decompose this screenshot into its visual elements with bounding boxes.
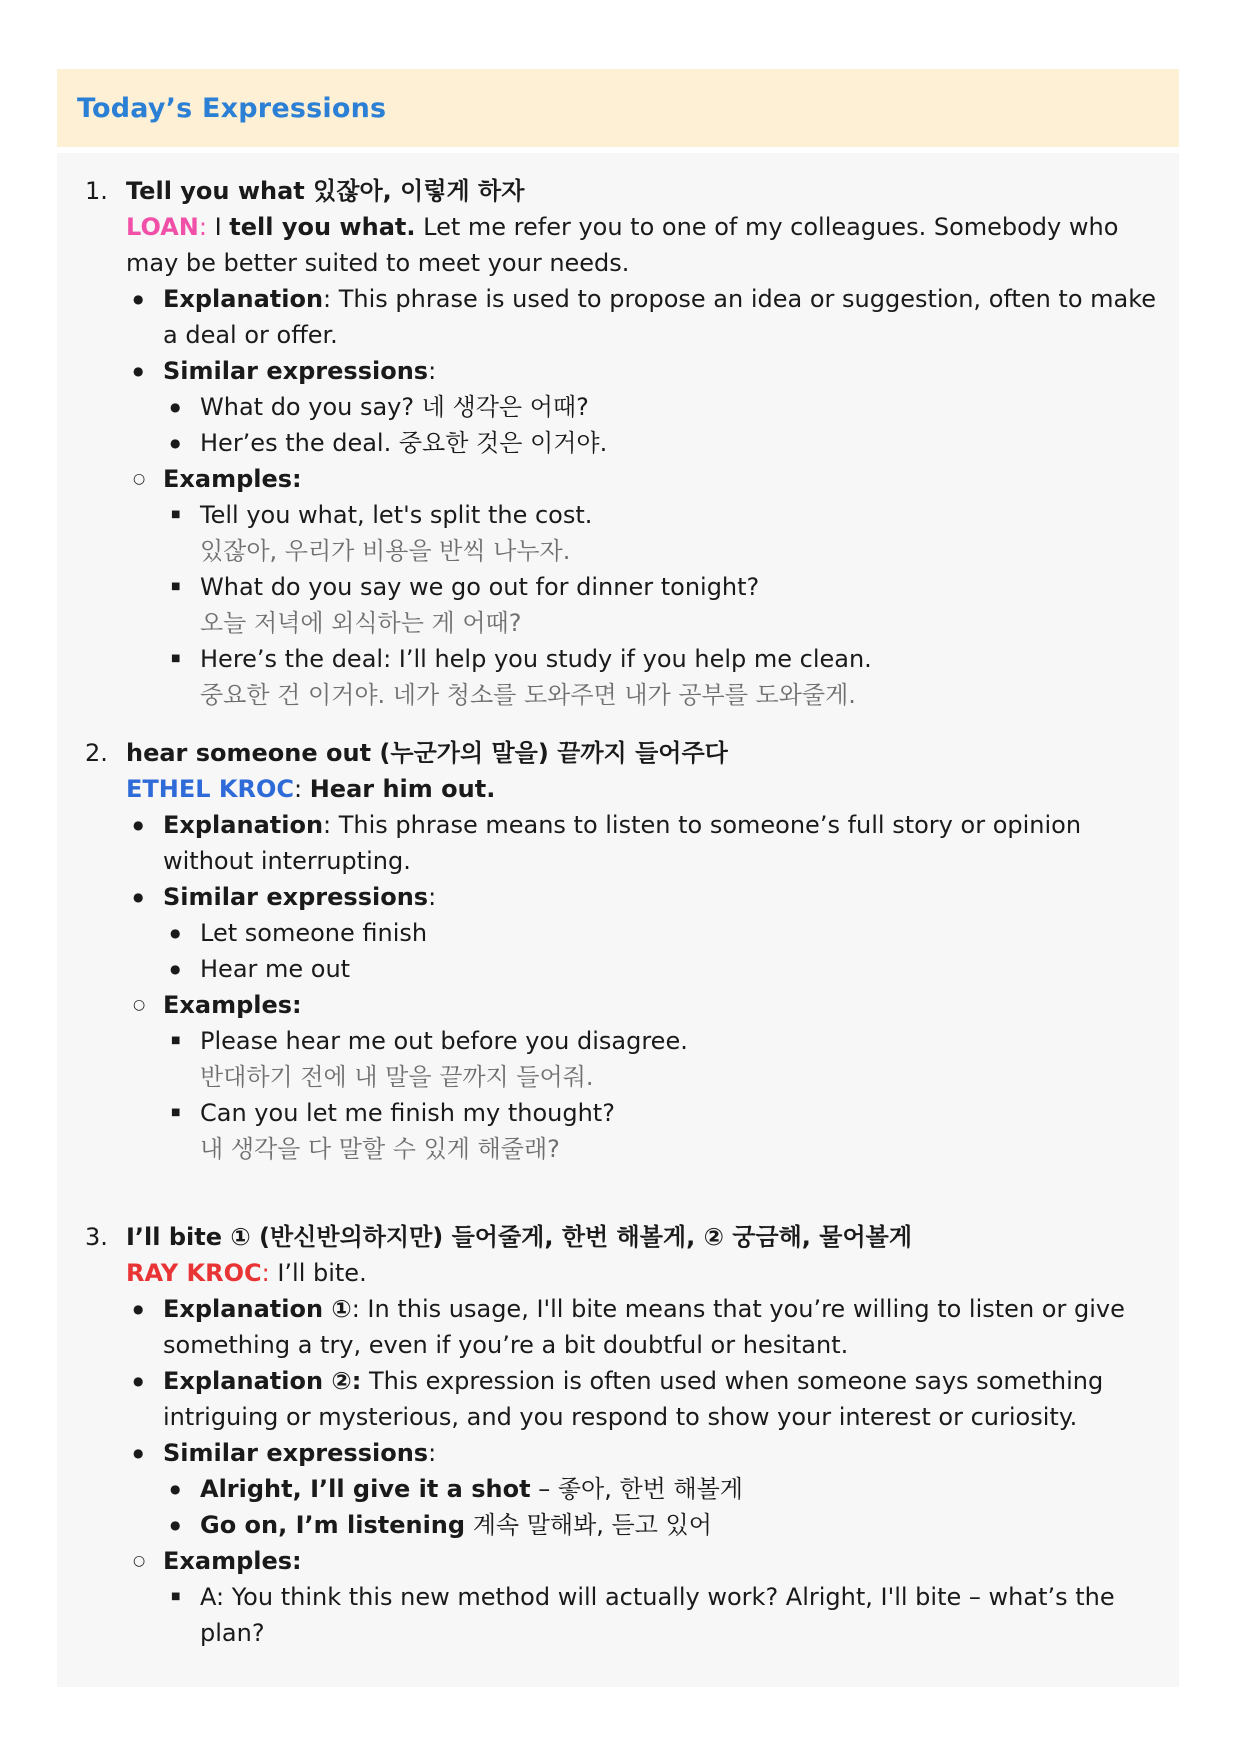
list-item [200, 1471, 1159, 1507]
explanation-label: Explanation [163, 811, 324, 839]
list-item [200, 1507, 1159, 1543]
list-item: ● Hear me out [200, 951, 1159, 987]
explanation-text: This expression is often used when someone says something intriguing or mysterious, and you respond to show your interest or curiosity. [163, 1367, 1104, 1431]
similar-translation: 계속 말해봐, 듣고 있어 [465, 1511, 712, 1539]
examples-label: Examples: [163, 991, 302, 1019]
examples [163, 461, 1159, 713]
similar-label: Similar expressions [163, 883, 429, 911]
similar-list [163, 389, 1159, 461]
speaker-name: RAY KROC [126, 1259, 262, 1287]
expression-item-2 [85, 735, 1159, 1167]
explanation-text: : This phrase is used to propose an idea or suggestion, often to make a deal or offer. [163, 285, 1157, 349]
page-title: Today’s Expressions [77, 92, 387, 124]
similar-translation: – 좋아, 한번 해볼게 [530, 1475, 743, 1503]
similar-bold: Go on, I’m listening [200, 1511, 466, 1539]
example-item [200, 1579, 1159, 1651]
similar-colon: : [428, 357, 437, 385]
explanation-text: : This phrase means to listen to someone’s full story or opinion without interrupting. [163, 811, 1082, 875]
similar-label: Similar expressions [163, 1439, 429, 1467]
example-en: Here’s the deal: I’ll help you study if you help me clean. [200, 645, 872, 673]
explanation-1 [163, 1291, 1159, 1363]
example-item [200, 497, 1159, 569]
example-item [200, 1095, 1159, 1167]
example-en: Can you let me finish my thought? [200, 1099, 615, 1127]
dialogue-quote [126, 209, 1159, 281]
explanation-label: Explanation ②: [163, 1367, 362, 1395]
example-en: Tell you what, let's split the cost. [200, 501, 593, 529]
spacer [85, 713, 1159, 735]
speaker-colon: : [198, 213, 207, 241]
examples-list [163, 1579, 1159, 1651]
header-banner [57, 69, 1179, 147]
examples-label: Examples: [163, 1547, 302, 1575]
detail-list [126, 281, 1159, 713]
example-en: A: You think this new method will actually work? Alright, I'll bite – what’s the plan? [200, 1583, 1115, 1647]
similar-list [163, 915, 1159, 987]
similar-label: Similar expressions [163, 357, 429, 385]
similar-colon: : [428, 1439, 437, 1467]
quote-highlight: Hear him out. [309, 775, 496, 803]
list-item: ● What do you say? 네 생각은 어때? [200, 389, 1159, 425]
example-item [200, 569, 1159, 641]
similar-expressions [163, 1435, 1159, 1543]
dialogue-quote [126, 771, 1159, 807]
item-number: 3. [85, 1223, 108, 1251]
spacer [85, 1167, 1159, 1219]
quote-highlight: tell you what. [229, 213, 416, 241]
similar-expressions [163, 353, 1159, 461]
item-title: hear someone out (누군가의 말을) 끝까지 들어주다 [126, 739, 728, 767]
speaker-name: ETHEL KROC [126, 775, 294, 803]
examples-label: Examples: [163, 465, 302, 493]
explanation-label: Explanation [163, 285, 324, 313]
speaker-name: LOAN [126, 213, 199, 241]
examples-list [163, 497, 1159, 713]
item-number: 2. [85, 739, 108, 767]
example-en: What do you say we go out for dinner tonight? [200, 573, 760, 601]
expression-item-1 [85, 173, 1159, 713]
detail-list [126, 1291, 1159, 1651]
expression-item-3 [85, 1219, 1159, 1651]
item-number: 1. [85, 177, 108, 205]
content-panel [57, 153, 1179, 1687]
similar-expressions [163, 879, 1159, 987]
item-title: Tell you what 있잖아, 이렇게 하자 [126, 177, 525, 205]
quote-text: I [206, 213, 230, 241]
explanation [163, 281, 1159, 353]
explanation-label: Explanation ① [163, 1295, 352, 1323]
quote-text: I’ll bite. [269, 1259, 367, 1287]
example-ko: 내 생각을 다 말할 수 있게 해줄래? [200, 1135, 560, 1163]
example-ko: 반대하기 전에 내 말을 끝까지 들어줘. [200, 1063, 594, 1091]
example-ko: 오늘 저녁에 외식하는 게 어때? [200, 609, 522, 637]
explanation-text: : In this usage, I'll bite means that you’re willing to listen or give something a try, even if you’re a bit doubtful or hesitant. [163, 1295, 1125, 1359]
list-item: ● Let someone finish [200, 915, 1159, 951]
similar-colon: : [428, 883, 437, 911]
speaker-colon: : [294, 775, 310, 803]
detail-list [126, 807, 1159, 1167]
examples [163, 1543, 1159, 1651]
item-title: I’ll bite ① (반신반의하지만) 들어줄게, 한번 해볼게, ② 궁금해, 물어볼게 [126, 1223, 913, 1251]
explanation [163, 807, 1159, 879]
list-item: ● Her’es the deal. 중요한 것은 이거야. [200, 425, 1159, 461]
quote-text: Let me refer you to one of my colleagues. Somebody who may be better suited to meet your needs. [126, 213, 1119, 277]
dialogue-quote [126, 1255, 1159, 1291]
example-item [200, 641, 1159, 713]
similar-list [163, 1471, 1159, 1543]
similar-bold: Alright, I’ll give it a shot [200, 1475, 531, 1503]
example-en: Please hear me out before you disagree. [200, 1027, 688, 1055]
example-ko: 있잖아, 우리가 비용을 반씩 나누자. [200, 537, 571, 565]
example-item [200, 1023, 1159, 1095]
speaker-colon: : [261, 1259, 270, 1287]
examples-list [163, 1023, 1159, 1167]
explanation-2 [163, 1363, 1159, 1435]
examples [163, 987, 1159, 1167]
example-ko: 중요한 건 이거야. 네가 청소를 도와주면 내가 공부를 도와줄게. [200, 681, 856, 709]
